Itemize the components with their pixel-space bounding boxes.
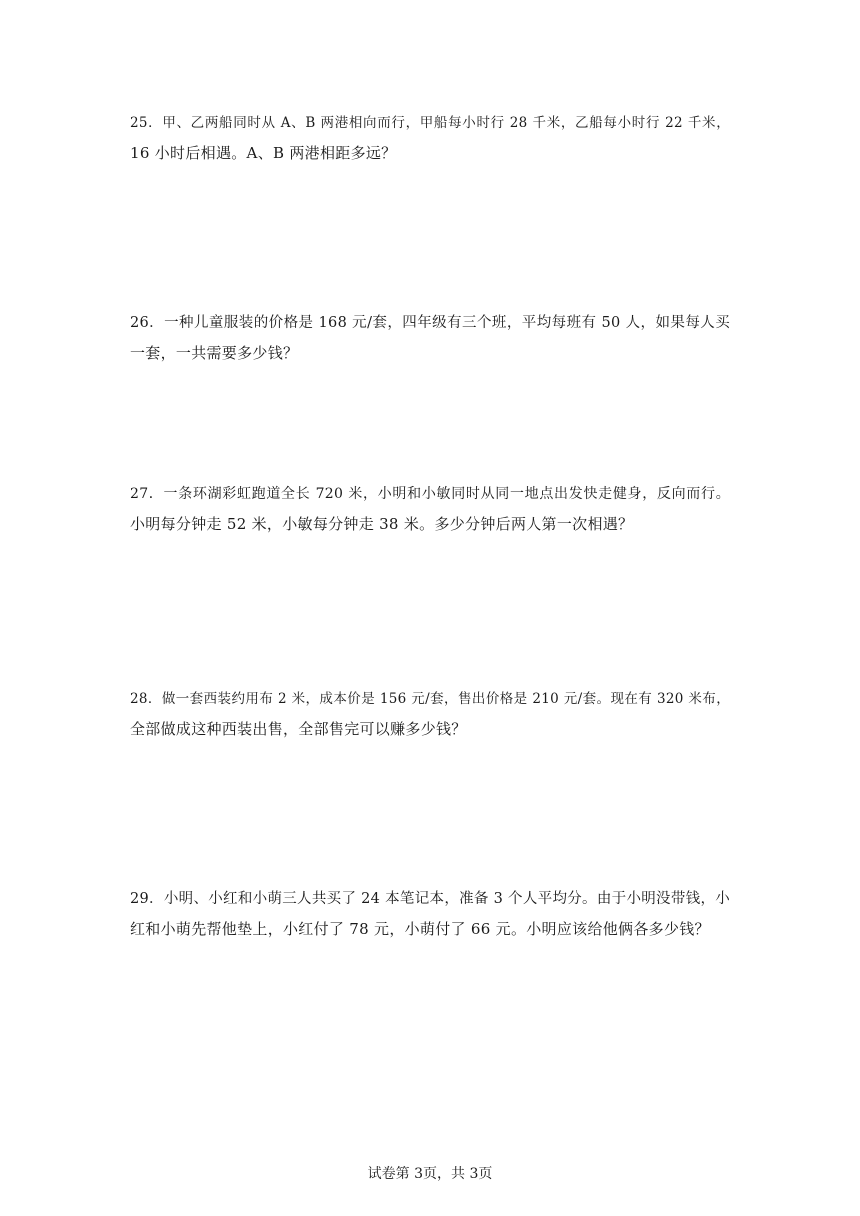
question-25-line-2: 16 小时后相遇。A、B 两港相距多远？: [130, 144, 397, 162]
question-27: [130, 479, 730, 539]
question-29-line-2: 红和小萌先帮他垫上，小红付了 78 元，小萌付了 66 元。小明应该给他俩各多少钱？: [130, 920, 710, 938]
question-26: [130, 308, 730, 368]
question-27-line-1: 27．一条环湖彩虹跑道全长 720 米，小明和小敏同时从同一地点出发快走健身，反向而行。: [130, 486, 730, 502]
question-29-line-1: 29．小明、小红和小萌三人共买了 24 本笔记本，准备 3 个人平均分。由于小明没带钱，小: [130, 891, 731, 907]
question-25-line-1: 25．甲、乙两船同时从 A、B 两港相向而行，甲船每小时行 28 千米，乙船每小时行 22 千米，: [130, 115, 730, 131]
question-27-line-2: 小明每分钟走 52 米，小敏每分钟走 38 米。多少分钟后两人第一次相遇？: [130, 515, 634, 533]
question-26-line-2: 一套，一共需要多少钱？: [130, 344, 299, 362]
page-footer: [0, 1164, 860, 1184]
page-number-label: 试卷第 3页，共 3页: [367, 1166, 493, 1182]
question-26-line-1: 26．一种儿童服装的价格是 168 元/套，四年级有三个班，平均每班有 50 人，如果每人买: [130, 315, 730, 331]
question-28: [130, 684, 730, 744]
question-28-line-2: 全部做成这种西装出售，全部售完可以赚多少钱？: [130, 720, 467, 738]
question-28-line-1: 28．做一套西装约用布 2 米，成本价是 156 元/套，售出价格是 210 元/套。现在有 320 米布，: [130, 691, 730, 707]
question-25: [130, 108, 730, 168]
question-29: [130, 884, 730, 944]
